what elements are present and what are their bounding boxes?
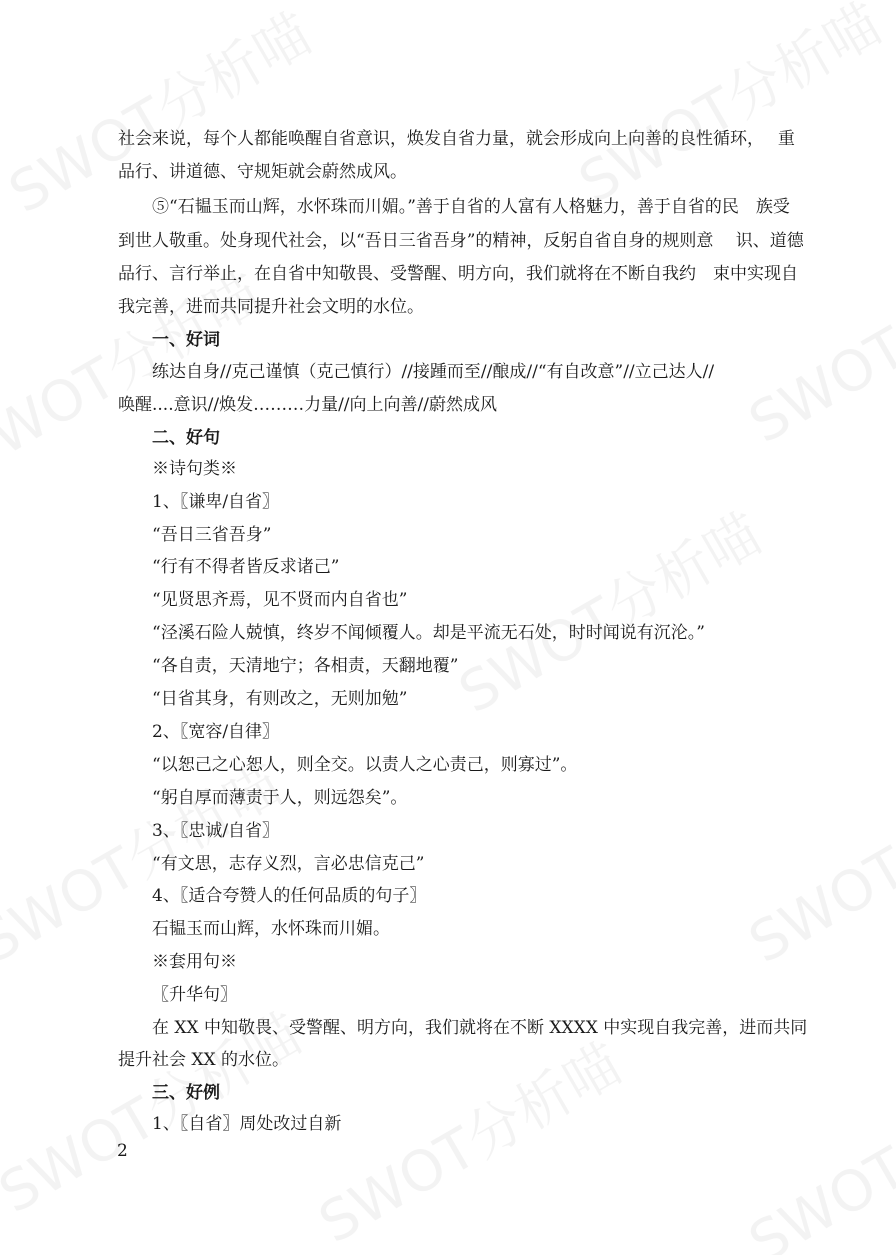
body-text-line: 我完善，进而共同提升社会文明的水位。 xyxy=(118,297,424,317)
list-item: 2、〖宽容/自律〗 xyxy=(152,722,280,742)
page-number: 2 xyxy=(117,1141,128,1161)
quote-line: 石韫玉而山辉，水怀珠而川媚。 xyxy=(152,919,390,939)
section-heading: 一、好词 xyxy=(152,330,220,350)
quote-line: “日省其身，有则改之，无则加勉” xyxy=(152,689,408,709)
list-item: 1、〖谦卑/自省〗 xyxy=(152,492,280,512)
watermark xyxy=(733,741,896,979)
subheading: 〖升华句〗 xyxy=(152,985,237,1005)
body-text-line: 到世人敬重。处身现代社会，以“吾日三省吾身”的精神，反躬自省自身的规则意 识、道德 xyxy=(118,231,804,251)
quote-line: “见贤思齐焉，见不贤而内自省也” xyxy=(152,590,408,610)
watermark xyxy=(0,0,325,229)
watermark xyxy=(733,221,896,459)
list-item: 3、〖忠诚/自省〗 xyxy=(152,821,280,841)
quote-line: “躬自厚而薄责于人，则远怨矣”。 xyxy=(152,788,408,808)
quote-line: “泾溪石险人兢慎，终岁不闻倾覆人。却是平流无石处，时时闻说有沉沦。” xyxy=(152,623,705,643)
quote-line: “吾日三省吾身” xyxy=(152,525,272,545)
subheading: ※诗句类※ xyxy=(152,459,237,479)
body-text-line: 练达自身//克己谨慎（克己慎行）//接踵而至//酿成//“有自改意”//立己达人// xyxy=(152,362,715,382)
body-text-line: 在 XX 中知敬畏、受警醒、明方向，我们就将在不断 XXXX 中实现自我完善，进而共同 xyxy=(152,1018,808,1038)
body-text-line: 品行、讲道德、守规矩就会蔚然成风。 xyxy=(118,162,407,182)
body-text-line: 唤醒....意识//焕发………力量//向上向善//蔚然成风 xyxy=(118,395,497,415)
section-heading: 三、好例 xyxy=(152,1083,220,1103)
quote-line: “行有不得者皆反求诸己” xyxy=(152,557,340,577)
body-text-line: 品行、言行举止，在自省中知敬畏、受警醒、明方向，我们就将在不断自我约 束中实现自 xyxy=(118,264,798,284)
subheading: ※套用句※ xyxy=(152,952,237,972)
watermark xyxy=(303,1021,635,1255)
list-item: 4、〖适合夸赞人的任何品质的句子〗 xyxy=(152,886,427,906)
list-item: 1、〖自省〗周处改过自新 xyxy=(152,1114,342,1134)
watermark xyxy=(443,491,775,729)
body-text-line: 提升社会 XX 的水位。 xyxy=(118,1050,290,1070)
body-text-line: ⑤“石韫玉而山辉，水怀珠而川媚。”善于自省的人富有人格魅力，善于自省的民 族受 xyxy=(152,197,790,217)
watermark xyxy=(733,1041,896,1255)
body-text-line: 社会来说，每个人都能唤醒自省意识，焕发自省力量，就会形成向上向善的良性循环， 重 xyxy=(118,129,795,149)
quote-line: “各自责，天清地宁；各相责，天翻地覆” xyxy=(152,656,459,676)
watermark xyxy=(563,0,895,219)
quote-line: “以恕己之心恕人，则全交。以责人之心责己，则寡过”。 xyxy=(152,755,578,775)
section-heading: 二、好句 xyxy=(152,428,220,448)
quote-line: “有文思，志存义烈，言必忠信克己” xyxy=(152,854,425,874)
